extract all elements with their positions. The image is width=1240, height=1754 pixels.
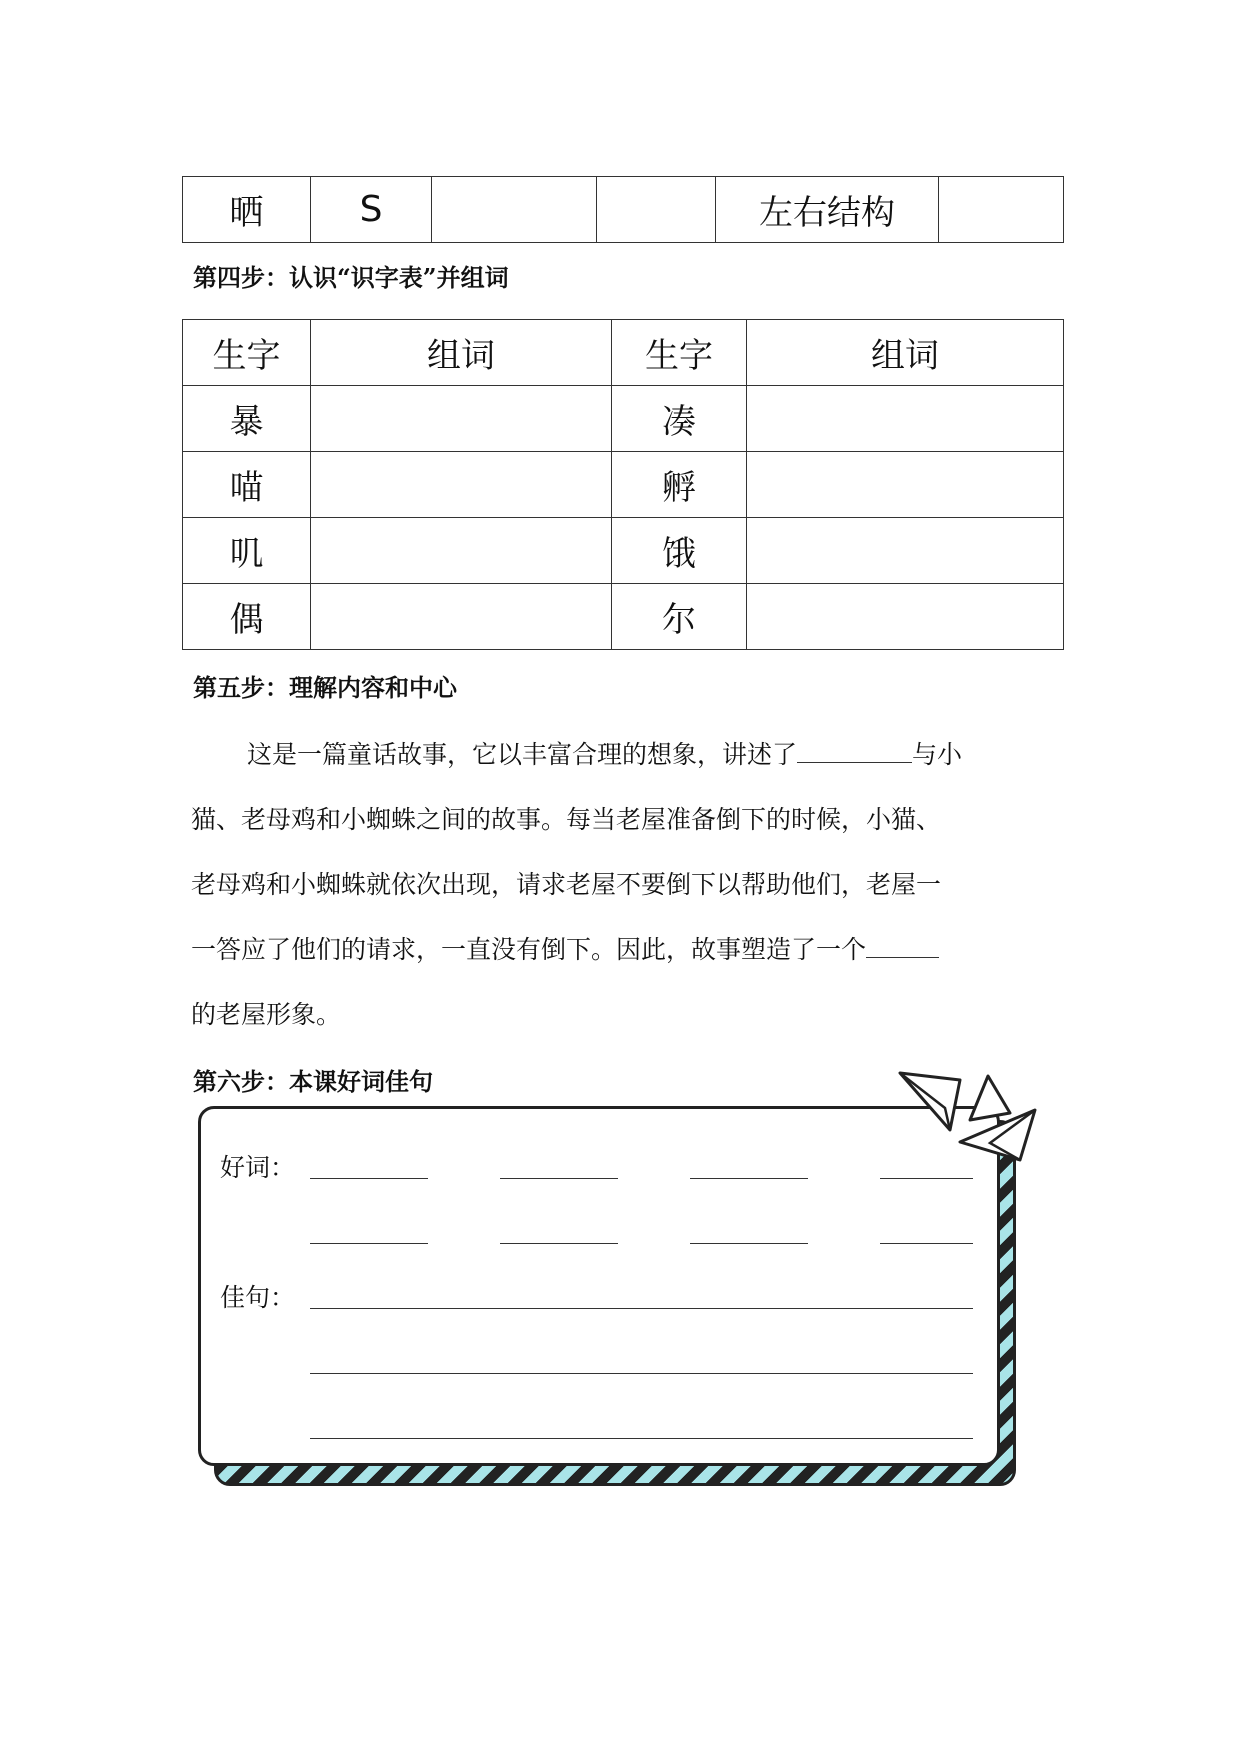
table-row	[183, 584, 1064, 650]
char-cell: 饿	[612, 518, 747, 584]
fill-blank[interactable]	[797, 732, 912, 763]
table-row	[183, 452, 1064, 518]
char-cell: 孵	[612, 452, 747, 518]
table-row	[183, 177, 1064, 243]
character-cell: 晒	[183, 177, 311, 243]
paragraph-line: 猫、老母鸡和小蜘蛛之间的故事。每当老屋准备倒下的时候，小猫、	[191, 805, 942, 834]
blank-cell[interactable]	[432, 177, 597, 243]
good-sentence-line[interactable]	[310, 1438, 973, 1439]
good-word-line[interactable]	[310, 1243, 428, 1244]
step5-title: 第五步：理解内容和中心	[193, 673, 457, 702]
header-word: 组词	[311, 320, 612, 386]
blank-cell[interactable]	[597, 177, 716, 243]
char-cell: 偶	[183, 584, 311, 650]
paragraph-text: 这是一篇童话故事，它以丰富合理的想象，讲述了	[247, 740, 798, 769]
word-input-cell[interactable]	[747, 452, 1064, 518]
character-structure-row-table	[182, 176, 1064, 243]
char-cell: 叽	[183, 518, 311, 584]
blank-cell[interactable]	[939, 177, 1064, 243]
word-input-cell[interactable]	[311, 584, 612, 650]
step5-paragraph	[191, 722, 1061, 1047]
good-word-line[interactable]	[880, 1243, 973, 1244]
header-char: 生字	[183, 320, 311, 386]
good-word-line[interactable]	[690, 1178, 808, 1179]
structure-cell: 左右结构	[716, 177, 939, 243]
char-cell: 尔	[612, 584, 747, 650]
char-cell: 喵	[183, 452, 311, 518]
paper-plane-icon	[870, 1058, 1045, 1173]
good-word-line[interactable]	[310, 1178, 428, 1179]
table-row	[183, 518, 1064, 584]
word-input-cell[interactable]	[747, 386, 1064, 452]
header-char: 生字	[612, 320, 747, 386]
word-input-cell[interactable]	[747, 518, 1064, 584]
word-input-cell[interactable]	[311, 518, 612, 584]
good-sentences-label: 佳句：	[220, 1283, 296, 1312]
word-input-cell[interactable]	[311, 452, 612, 518]
char-cell: 凑	[612, 386, 747, 452]
paragraph-line	[191, 917, 1061, 982]
good-word-line[interactable]	[500, 1178, 618, 1179]
good-word-line[interactable]	[880, 1178, 973, 1179]
char-cell: 暴	[183, 386, 311, 452]
word-input-cell[interactable]	[747, 584, 1064, 650]
pinyin-initial-cell: S	[311, 177, 432, 243]
paragraph-line: 的老屋形象。	[191, 1000, 342, 1029]
paragraph-line	[191, 722, 1061, 787]
word-input-cell[interactable]	[311, 386, 612, 452]
fill-blank[interactable]	[866, 927, 939, 958]
table-row	[183, 386, 1064, 452]
good-word-line[interactable]	[690, 1243, 808, 1244]
table-header-row	[183, 320, 1064, 386]
paragraph-line: 老母鸡和小蜘蛛就依次出现，请求老屋不要倒下以帮助他们，老屋一	[191, 870, 942, 899]
paragraph-text: 与小	[912, 740, 963, 769]
paragraph-text: 一答应了他们的请求，一直没有倒下。因此，故事塑造了一个	[191, 935, 867, 964]
good-sentence-line[interactable]	[310, 1308, 973, 1309]
character-word-table	[182, 319, 1064, 650]
good-sentence-line[interactable]	[310, 1373, 973, 1374]
good-words-label: 好词：	[220, 1153, 296, 1182]
step6-title: 第六步：本课好词佳句	[193, 1067, 433, 1096]
step4-title: 第四步：认识“识字表”并组词	[193, 263, 509, 292]
header-word: 组词	[747, 320, 1064, 386]
good-word-line[interactable]	[500, 1243, 618, 1244]
